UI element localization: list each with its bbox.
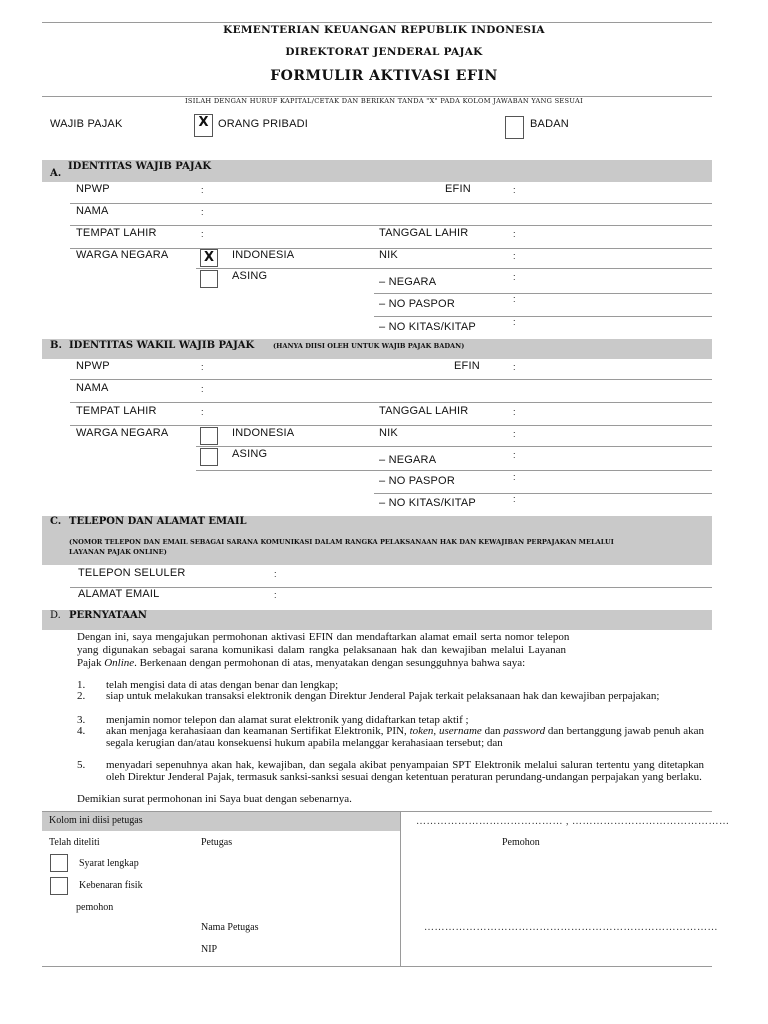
orang-pribadi-checkbox[interactable]: X — [194, 114, 213, 137]
a-indonesia-label: INDONESIA — [232, 249, 295, 261]
b-tempat-lahir-colon: : — [201, 407, 204, 417]
b-npwp-field[interactable] — [210, 360, 445, 378]
statement-item-3: menjamin nomor telepon dan alamat surat elektronik yang didaftarkan tetap aktif ; — [106, 714, 469, 726]
pemohon-label: Pemohon — [502, 837, 540, 848]
c-email-label: ALAMAT EMAIL — [78, 588, 160, 600]
a-row-rule — [196, 268, 712, 269]
b-negara-label: – NEGARA — [379, 454, 437, 466]
a-nik-field[interactable] — [520, 249, 710, 267]
b-no-paspor-field[interactable] — [520, 471, 710, 491]
statement-closing: Demikian surat permohonan ini Saya buat dengan sebenarnya. — [77, 793, 352, 805]
b-row-rule — [70, 379, 712, 380]
a-nama-label: NAMA — [76, 205, 109, 217]
b-nik-field[interactable] — [520, 427, 710, 445]
statement-num-5: 5. — [77, 759, 86, 771]
a-negara-colon: : — [513, 272, 516, 282]
a-no-paspor-label: – NO PASPOR — [379, 298, 455, 310]
section-d-title: PERNYATAAN — [69, 610, 147, 621]
b-nama-colon: : — [201, 384, 204, 394]
b-efin-colon: : — [513, 362, 516, 372]
b-row-rule — [196, 446, 712, 447]
a-nama-colon: : — [201, 207, 204, 217]
b-npwp-colon: : — [201, 362, 204, 372]
b-nama-field[interactable] — [210, 382, 710, 400]
a-nama-field[interactable] — [210, 205, 710, 223]
b-warga-negara-label: WARGA NEGARA — [76, 427, 169, 439]
a-negara-field[interactable] — [520, 270, 710, 290]
b-tempat-lahir-field[interactable] — [210, 405, 370, 423]
a-npwp-field[interactable] — [210, 183, 435, 201]
b-nama-label: NAMA — [76, 382, 109, 394]
b-nik-label: NIK — [379, 427, 398, 439]
badan-label: BADAN — [530, 118, 569, 130]
a-no-paspor-field[interactable] — [520, 294, 710, 314]
c-telepon-label: TELEPON SELULER — [78, 567, 186, 579]
b-efin-label: EFIN — [454, 360, 480, 372]
statement-item-4: akan menjaga kerahasiaan dan keamanan Sertifikat Elektronik, PIN, token, username dan password dan bertanggung jawab penuh akan segala kerugian dan/atau konsekuensi hukum apabila melanggar kerahasiaan tersebut; dan — [106, 725, 704, 749]
nip-label: NIP — [201, 944, 218, 955]
a-tempat-lahir-field[interactable] — [210, 227, 370, 245]
section-d-letter: D. — [50, 610, 61, 621]
section-a-title: IDENTITAS WAJIB PAJAK — [68, 161, 212, 172]
top-rule — [42, 22, 712, 23]
b-negara-colon: : — [513, 450, 516, 460]
statement-item-1: telah mengisi data di atas dengan benar dan lengkap; — [106, 679, 339, 691]
statement-intro-line2: yang digunakan sebagai sarana komunikasi dalam rangka pelaksanaan hak dan kewajiban melalui Layanan — [77, 644, 566, 656]
b-no-kitas-colon: : — [513, 494, 516, 504]
petugas-label: Petugas — [201, 837, 233, 848]
a-tempat-lahir-label: TEMPAT LAHIR — [76, 227, 157, 239]
a-row-rule — [70, 203, 712, 204]
a-efin-field[interactable] — [520, 183, 710, 201]
c-email-field[interactable] — [282, 588, 710, 606]
a-efin-colon: : — [513, 185, 516, 195]
c-telepon-colon: : — [274, 569, 277, 579]
section-a-letter: A. — [50, 168, 62, 179]
syarat-lengkap-checkbox[interactable] — [50, 854, 68, 872]
section-c-letter: C. — [50, 516, 62, 527]
badan-checkbox[interactable] — [505, 116, 524, 139]
a-npwp-colon: : — [201, 185, 204, 195]
b-tempat-lahir-label: TEMPAT LAHIR — [76, 405, 157, 417]
b-nik-colon: : — [513, 429, 516, 439]
wajib-pajak-label: WAJIB PAJAK — [50, 118, 123, 130]
b-indonesia-label: INDONESIA — [232, 427, 295, 439]
section-c-title: TELEPON DAN ALAMAT EMAIL — [69, 516, 247, 527]
pemohon-small-label: pemohon — [76, 902, 114, 913]
applicant-signature-area[interactable] — [410, 850, 705, 920]
a-warga-negara-label: WARGA NEGARA — [76, 249, 169, 261]
nama-petugas-label: Nama Petugas — [201, 922, 259, 933]
a-negara-label: – NEGARA — [379, 276, 437, 288]
form-title: FORMULIR AKTIVASI EFIN — [270, 68, 498, 84]
b-efin-field[interactable] — [520, 360, 710, 378]
a-indonesia-checkbox[interactable]: X — [200, 249, 218, 267]
section-b-title: IDENTITAS WAKIL WAJIB PAJAK — [69, 340, 255, 351]
a-efin-label: EFIN — [445, 183, 471, 195]
a-no-kitas-field[interactable] — [520, 317, 710, 337]
section-b-note: (HANYA DIISI OLEH UNTUK WAJIB PAJAK BADAN) — [273, 342, 465, 350]
a-tanggal-lahir-field[interactable] — [520, 227, 710, 245]
c-telepon-field[interactable] — [282, 567, 710, 585]
b-no-paspor-label: – NO PASPOR — [379, 475, 455, 487]
signature-dots: ………………………………………………………………………… — [424, 922, 718, 933]
b-asing-label: ASING — [232, 448, 268, 460]
a-no-kitas-label: – NO KITAS/KITAP — [379, 321, 476, 333]
b-no-paspor-colon: : — [513, 472, 516, 482]
statement-item-2: siap untuk melakukan transaksi elektronik dengan Direktur Jenderal Pajak terkait pelaksanaan hak dan kewajiban perpajakan; — [106, 690, 660, 702]
ministry-title: KEMENTERIAN KEUANGAN REPUBLIK INDONESIA — [223, 24, 545, 36]
officer-header: Kolom ini diisi petugas — [49, 815, 143, 826]
statement-intro-line1: Dengan ini, saya mengajukan permohonan aktivasi EFIN dan mendaftarkan alamat email serta nomor telepon — [77, 631, 570, 643]
b-no-kitas-label: – NO KITAS/KITAP — [379, 497, 476, 509]
b-negara-field[interactable] — [520, 448, 710, 468]
kebenaran-fisik-checkbox[interactable] — [50, 877, 68, 895]
a-no-paspor-colon: : — [513, 294, 516, 304]
b-tanggal-lahir-label: TANGGAL LAHIR — [379, 405, 469, 417]
b-row-rule — [70, 425, 712, 426]
statement-num-2: 2. — [77, 690, 86, 702]
a-nik-colon: : — [513, 251, 516, 261]
b-npwp-label: NPWP — [76, 360, 110, 372]
a-no-kitas-colon: : — [513, 317, 516, 327]
a-tanggal-lahir-colon: : — [513, 229, 516, 239]
directorate-title: DIREKTORAT JENDERAL PAJAK — [285, 46, 483, 58]
syarat-lengkap-label: Syarat lengkap — [79, 858, 139, 869]
kebenaran-fisik-label: Kebenaran fisik — [79, 880, 143, 891]
b-tanggal-lahir-colon: : — [513, 407, 516, 417]
a-tempat-lahir-colon: : — [201, 229, 204, 239]
section-c-note-2: LAYANAN PAJAK ONLINE) — [69, 548, 167, 556]
bottom-rule — [42, 966, 712, 967]
section-b-letter: B. — [50, 340, 62, 351]
instruction-text: ISILAH DENGAN HURUF KAPITAL/CETAK DAN BERIKAN TANDA "X" PADA KOLOM JAWABAN YANG SESUAI — [185, 97, 583, 105]
b-tanggal-lahir-field[interactable] — [520, 405, 710, 423]
statement-num-4: 4. — [77, 725, 86, 737]
a-npwp-label: NPWP — [76, 183, 110, 195]
b-indonesia-checkbox[interactable] — [200, 427, 218, 445]
officer-divider — [400, 812, 401, 966]
orang-pribadi-label: ORANG PRIBADI — [218, 118, 309, 130]
place-date-dots: …………………………………… , ……………………………………… — [416, 816, 730, 827]
a-nik-label: NIK — [379, 249, 398, 261]
statement-item-5: menyadari sepenuhnya akan hak, kewajiban, dan segala akibat penyampaian SPT Elektronik melalui saluran tertentu yang ditetapkan oleh Direktur Jenderal Pajak, termasuk sanksi-sanksi sesuai dengan ketentuan peraturan perundang-undangan perpajakan yang berlaku. — [106, 759, 704, 783]
b-no-kitas-field[interactable] — [520, 494, 710, 514]
statement-num-1: 1. — [77, 679, 86, 691]
a-row-rule — [70, 225, 712, 226]
statement-intro-line3: Pajak Online. Berkenaan dengan permohonan di atas, menyatakan dengan sesungguhnya bahwa saya: — [77, 657, 526, 669]
section-c-note-1: (NOMOR TELEPON DAN EMAIL SEBAGAI SARANA KOMUNIKASI DALAM RANGKA PELAKSANAAN HAK DAN KEWAJIBAN PERPAJAKAN MELALUI — [69, 538, 614, 546]
a-asing-label: ASING — [232, 270, 268, 282]
b-asing-checkbox[interactable] — [200, 448, 218, 466]
b-row-rule — [70, 402, 712, 403]
telah-diteliti-label: Telah diteliti — [49, 837, 100, 848]
statement-num-3: 3. — [77, 714, 86, 726]
c-email-colon: : — [274, 590, 277, 600]
a-asing-checkbox[interactable] — [200, 270, 218, 288]
a-tanggal-lahir-label: TANGGAL LAHIR — [379, 227, 469, 239]
